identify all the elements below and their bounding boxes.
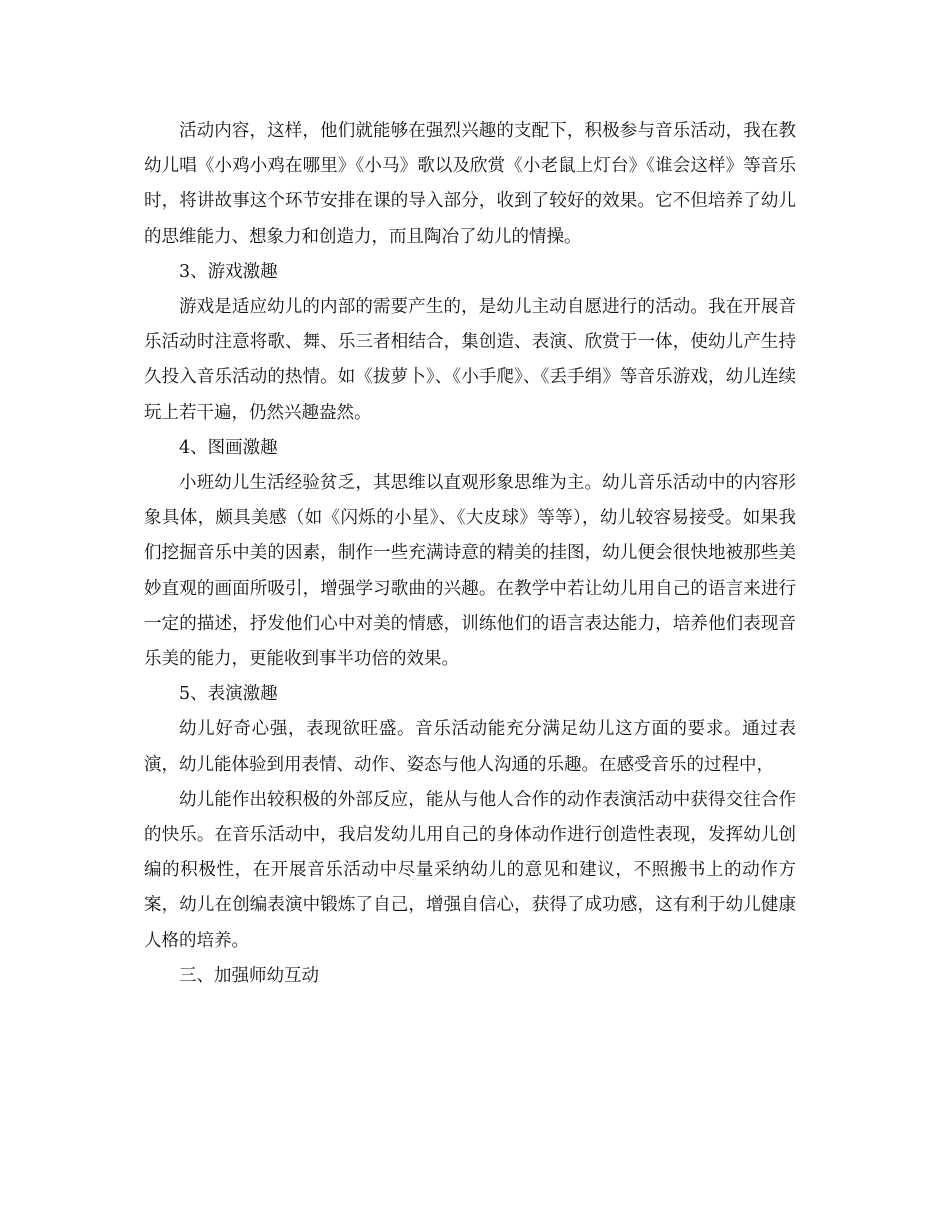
heading-teacher-child-interaction: 三、加强师幼互动 bbox=[179, 965, 319, 986]
paragraph-story-activity: 活动内容，这样，他们就能够在强烈兴趣的支配下，积极参与音乐活动，我在教幼儿唱《小鸡小鸡在哪里》《小马》歌以及欣赏《小老鼠上灯台》《谁会这样》等音乐时，将讲故事这个环节安排在课的导入部分，收到了较好的效果。它不但培养了幼儿的思维能力、想象力和创造力，而且陶冶了幼儿的情操。 bbox=[144, 121, 796, 247]
paragraph-game-interest: 游戏是适应幼儿的内部的需要产生的，是幼儿主动自愿进行的活动。我在开展音乐活动时注意将歌、舞、乐三者相结合，集创造、表演、欣赏于一体，使幼儿产生持久投入音乐活动的热情。如《拔萝卜》、《小手爬》、《丢手绢》等音乐游戏，幼儿连续玩上若干遍，仍然兴趣盎然。 bbox=[144, 297, 796, 423]
paragraph-picture-interest: 小班幼儿生活经验贫乏，其思维以直观形象思维为主。幼儿音乐活动中的内容形象具体，颇具美感（如《闪烁的小星》、《大皮球》等等），幼儿较容易接受。如果我们挖掘音乐中美的因素，制作一些充满诗意的精美的挂图，幼儿便会很快地被那些美妙直观的画面所吸引，增强学习歌曲的兴趣。在教学中若让幼儿用自己的语言来进行一定的描述，抒发他们心中对美的情感，训练他们的语言表达能力，培养他们表现音乐美的能力，更能收到事半功倍的效果。 bbox=[144, 473, 796, 670]
heading-picture-interest: 4、图画激趣 bbox=[179, 437, 278, 458]
document-page bbox=[144, 114, 796, 994]
heading-performance-interest: 5、表演激趣 bbox=[179, 684, 278, 705]
paragraph-performance-continued: 幼儿能作出较积极的外部反应，能从与他人合作的动作表演活动中获得交往合作的快乐。在音乐活动中，我启发幼儿用自己的身体动作进行创造性表现，发挥幼儿创编的积极性，在开展音乐活动中尽量采纳幼儿的意见和建议，不照搬书上的动作方案，幼儿在创编表演中锻炼了自己，增强自信心，获得了成功感，这有利于幼儿健康人格的培养。 bbox=[144, 789, 796, 951]
paragraph-performance-interest: 幼儿好奇心强，表现欲旺盛。音乐活动能充分满足幼儿这方面的要求。通过表演，幼儿能体验到用表情、动作、姿态与他人沟通的乐趣。在感受音乐的过程中， bbox=[144, 719, 796, 775]
heading-game-interest: 3、游戏激趣 bbox=[179, 261, 278, 282]
